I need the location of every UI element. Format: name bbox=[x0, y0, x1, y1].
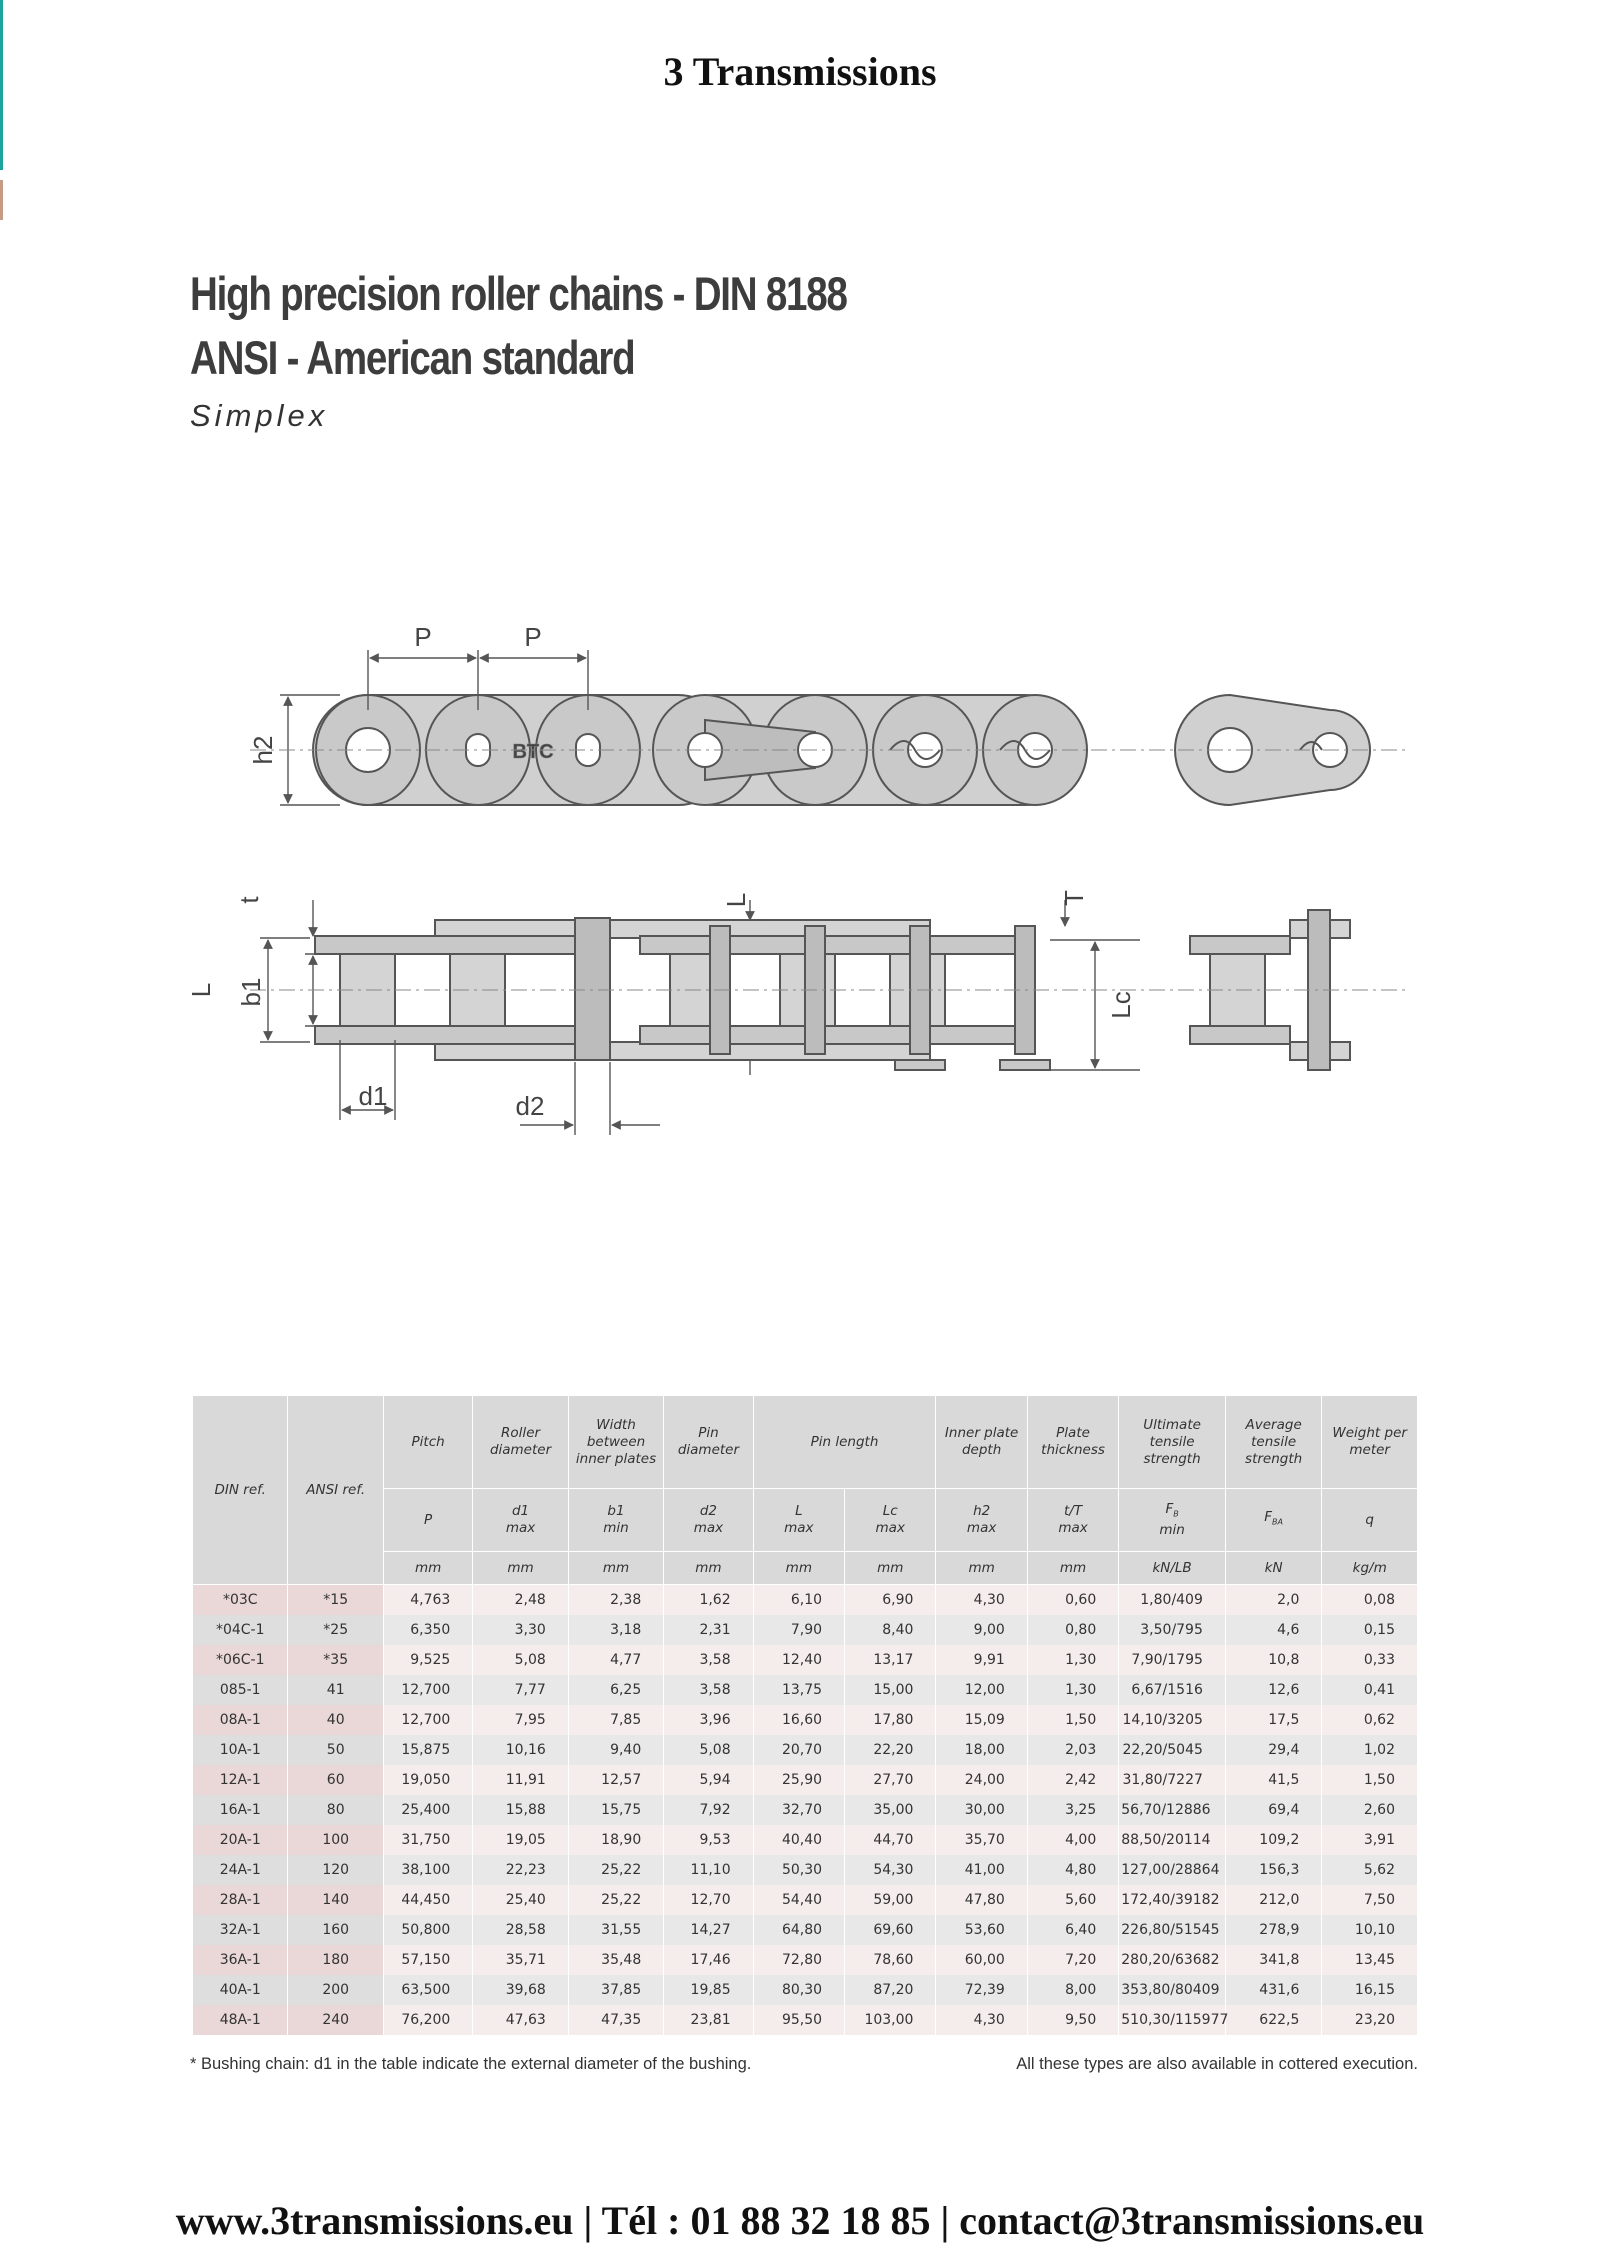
symbol-fba: $F_{BA}$ bbox=[1225, 1489, 1321, 1552]
table-cell: 278,9 bbox=[1225, 1915, 1321, 1945]
table-cell: 15,09 bbox=[936, 1705, 1027, 1735]
table-cell: 4,6 bbox=[1225, 1615, 1321, 1645]
table-cell: 5,08 bbox=[473, 1645, 568, 1675]
table-cell: 2,31 bbox=[664, 1615, 753, 1645]
table-cell: 36A-1 bbox=[193, 1945, 288, 1975]
footer-contact: www.3transmissions.eu | Tél : 01 88 32 18 85 | contact@3transmissions.eu bbox=[175, 2198, 1425, 2243]
table-cell: 12,700 bbox=[383, 1675, 472, 1705]
table-cell: 13,17 bbox=[845, 1645, 936, 1675]
table-cell: 4,00 bbox=[1027, 1825, 1118, 1855]
table-cell: 353,80/80409 bbox=[1119, 1975, 1226, 2005]
table-cell: 15,00 bbox=[845, 1675, 936, 1705]
table-cell: 160 bbox=[288, 1915, 383, 1945]
table-cell: 35,71 bbox=[473, 1945, 568, 1975]
table-cell: *06C-1 bbox=[193, 1645, 288, 1675]
table-cell: 69,4 bbox=[1225, 1795, 1321, 1825]
symbol-fb: $F_B$ min bbox=[1119, 1489, 1226, 1552]
label-p-1: P bbox=[414, 622, 432, 652]
table-cell: 5,62 bbox=[1322, 1855, 1418, 1885]
symbol-h2: h2 max bbox=[936, 1489, 1027, 1552]
table-cell: *25 bbox=[288, 1615, 383, 1645]
table-cell: 37,85 bbox=[568, 1975, 663, 2005]
table-cell: 47,63 bbox=[473, 2005, 568, 2035]
col-header-din-ref: DIN ref. bbox=[193, 1396, 288, 1585]
table-cell: 29,4 bbox=[1225, 1735, 1321, 1765]
table-cell: 12,40 bbox=[753, 1645, 844, 1675]
table-cell: 18,90 bbox=[568, 1825, 663, 1855]
table-cell: 0,33 bbox=[1322, 1645, 1418, 1675]
table-cell: 35,48 bbox=[568, 1945, 663, 1975]
table-cell: 32,70 bbox=[753, 1795, 844, 1825]
table-cell: 13,45 bbox=[1322, 1945, 1418, 1975]
table-cell: 16A-1 bbox=[193, 1795, 288, 1825]
table-cell: 226,80/51545 bbox=[1119, 1915, 1226, 1945]
table-cell: 6,40 bbox=[1027, 1915, 1118, 1945]
col-header-ultimate-tensile-strength: Ultimate tensile strength bbox=[1119, 1396, 1226, 1489]
table-cell: 0,41 bbox=[1322, 1675, 1418, 1705]
col-header-inner-plate-depth: Inner plate depth bbox=[936, 1396, 1027, 1489]
table-cell: 22,20 bbox=[845, 1735, 936, 1765]
table-cell: 31,55 bbox=[568, 1915, 663, 1945]
table-cell: 12,00 bbox=[936, 1675, 1027, 1705]
symbol-lc: Lc max bbox=[845, 1489, 936, 1552]
table-cell: 9,50 bbox=[1027, 2005, 1118, 2035]
table-cell: 9,53 bbox=[664, 1825, 753, 1855]
table-cell: 10,10 bbox=[1322, 1915, 1418, 1945]
table-cell: 23,81 bbox=[664, 2005, 753, 2035]
edge-mark-brown bbox=[0, 180, 3, 220]
table-cell: 20,70 bbox=[753, 1735, 844, 1765]
table-cell: 15,88 bbox=[473, 1795, 568, 1825]
table-cell: 17,5 bbox=[1225, 1705, 1321, 1735]
table-cell: 35,70 bbox=[936, 1825, 1027, 1855]
table-body bbox=[193, 1585, 1418, 2036]
table-row bbox=[193, 1855, 1418, 1885]
table-cell: 9,40 bbox=[568, 1735, 663, 1765]
table-cell: 41,00 bbox=[936, 1855, 1027, 1885]
col-header-width-between-inner-plates: Width between inner plates bbox=[568, 1396, 663, 1489]
label-t: t bbox=[234, 896, 264, 904]
table-row bbox=[193, 1705, 1418, 1735]
table-cell: 80 bbox=[288, 1795, 383, 1825]
table-cell: 57,150 bbox=[383, 1945, 472, 1975]
unit-cell: kN bbox=[1225, 1552, 1321, 1585]
table-cell: 80,30 bbox=[753, 1975, 844, 2005]
table-cell: 50,30 bbox=[753, 1855, 844, 1885]
table-cell: 180 bbox=[288, 1945, 383, 1975]
table-cell: 69,60 bbox=[845, 1915, 936, 1945]
table-cell: 56,70/12886 bbox=[1119, 1795, 1226, 1825]
table-cell: 6,90 bbox=[845, 1585, 936, 1616]
table-cell: 41 bbox=[288, 1675, 383, 1705]
table-cell: 35,00 bbox=[845, 1795, 936, 1825]
table-cell: *35 bbox=[288, 1645, 383, 1675]
table-cell: *04C-1 bbox=[193, 1615, 288, 1645]
label-l-left: L bbox=[186, 982, 216, 998]
table-cell: 127,00/28864 bbox=[1119, 1855, 1226, 1885]
table-cell: 23,20 bbox=[1322, 2005, 1418, 2035]
symbol-p: P bbox=[383, 1489, 472, 1552]
table-cell: 200 bbox=[288, 1975, 383, 2005]
table-cell: 4,30 bbox=[936, 2005, 1027, 2035]
table-cell: 15,875 bbox=[383, 1735, 472, 1765]
label-d2: d2 bbox=[515, 1091, 545, 1121]
table-cell: 60 bbox=[288, 1765, 383, 1795]
table-cell: 50,800 bbox=[383, 1915, 472, 1945]
unit-cell: mm bbox=[1027, 1552, 1118, 1585]
table-row bbox=[193, 2005, 1418, 2035]
col-header-roller-diameter: Roller diameter bbox=[473, 1396, 568, 1489]
col-header-ansi-ref: ANSI ref. bbox=[288, 1396, 383, 1585]
table-cell: 12A-1 bbox=[193, 1765, 288, 1795]
table-cell: 16,15 bbox=[1322, 1975, 1418, 2005]
table-cell: 5,08 bbox=[664, 1735, 753, 1765]
table-cell: 3,58 bbox=[664, 1675, 753, 1705]
table-cell: 20A-1 bbox=[193, 1825, 288, 1855]
table-cell: 1,30 bbox=[1027, 1675, 1118, 1705]
table-cell: 16,60 bbox=[753, 1705, 844, 1735]
table-cell: 1,02 bbox=[1322, 1735, 1418, 1765]
symbol-d1: d1 max bbox=[473, 1489, 568, 1552]
table-cell: 3,30 bbox=[473, 1615, 568, 1645]
table-cell: 78,60 bbox=[845, 1945, 936, 1975]
table-cell: 2,38 bbox=[568, 1585, 663, 1616]
table-cell: 510,30/115977 bbox=[1119, 2005, 1226, 2035]
label-lc: Lc bbox=[1106, 991, 1136, 1019]
table-cell: 156,3 bbox=[1225, 1855, 1321, 1885]
table-cell: 60,00 bbox=[936, 1945, 1027, 1975]
product-heading bbox=[190, 262, 991, 434]
table-cell: 12,700 bbox=[383, 1705, 472, 1735]
table-cell: 4,77 bbox=[568, 1645, 663, 1675]
label-d1: d1 bbox=[358, 1081, 388, 1111]
table-cell: 7,20 bbox=[1027, 1945, 1118, 1975]
table-cell: *15 bbox=[288, 1585, 383, 1616]
table-cell: 0,60 bbox=[1027, 1585, 1118, 1616]
col-header-average-tensile-strength: Average tensile strength bbox=[1225, 1396, 1321, 1489]
table-cell: 48A-1 bbox=[193, 2005, 288, 2035]
table-cell: 12,57 bbox=[568, 1765, 663, 1795]
table-cell: 1,50 bbox=[1322, 1765, 1418, 1795]
table-cell: 25,90 bbox=[753, 1765, 844, 1795]
table-cell: 9,91 bbox=[936, 1645, 1027, 1675]
table-cell: 59,00 bbox=[845, 1885, 936, 1915]
label-l-mid: L bbox=[721, 892, 751, 908]
table-cell: 25,40 bbox=[473, 1885, 568, 1915]
unit-cell: mm bbox=[383, 1552, 472, 1585]
table-cell: 8,00 bbox=[1027, 1975, 1118, 2005]
table-cell: 19,05 bbox=[473, 1825, 568, 1855]
table-cell: 72,39 bbox=[936, 1975, 1027, 2005]
table-cell: 14,27 bbox=[664, 1915, 753, 1945]
table-row bbox=[193, 1975, 1418, 2005]
table-cell: 11,10 bbox=[664, 1855, 753, 1885]
symbol-b1: b1 min bbox=[568, 1489, 663, 1552]
table-cell: 87,20 bbox=[845, 1975, 936, 2005]
table-cell: 1,50 bbox=[1027, 1705, 1118, 1735]
table-cell: 18,00 bbox=[936, 1735, 1027, 1765]
table-cell: 27,70 bbox=[845, 1765, 936, 1795]
table-cell: 19,050 bbox=[383, 1765, 472, 1795]
table-cell: 341,8 bbox=[1225, 1945, 1321, 1975]
table-cell: 3,91 bbox=[1322, 1825, 1418, 1855]
heading-line-2: ANSI - American standard bbox=[190, 331, 635, 384]
col-header-pin-length: Pin length bbox=[753, 1396, 936, 1489]
cottered-execution-note: All these types are also available in cottered execution. bbox=[1016, 2055, 1418, 2073]
table-cell: 3,18 bbox=[568, 1615, 663, 1645]
table-cell: 50 bbox=[288, 1735, 383, 1765]
table-cell: 22,23 bbox=[473, 1855, 568, 1885]
drawing-logo: BTC bbox=[512, 741, 554, 763]
table-row bbox=[193, 1945, 1418, 1975]
table-cell: 2,42 bbox=[1027, 1765, 1118, 1795]
table-cell: 24A-1 bbox=[193, 1855, 288, 1885]
table-cell: 13,75 bbox=[753, 1675, 844, 1705]
table-cell: 0,80 bbox=[1027, 1615, 1118, 1645]
chain-top-view bbox=[315, 918, 1050, 1070]
label-p-2: P bbox=[524, 622, 542, 652]
table-row bbox=[193, 1735, 1418, 1765]
table-cell: 1,30 bbox=[1027, 1645, 1118, 1675]
symbol-t: t/T max bbox=[1027, 1489, 1118, 1552]
table-cell: 9,525 bbox=[383, 1645, 472, 1675]
table-row bbox=[193, 1885, 1418, 1915]
table-cell: 12,6 bbox=[1225, 1675, 1321, 1705]
table-cell: 31,750 bbox=[383, 1825, 472, 1855]
table-row bbox=[193, 1585, 1418, 1616]
table-cell: 41,5 bbox=[1225, 1765, 1321, 1795]
table-cell: 7,50 bbox=[1322, 1885, 1418, 1915]
table-row bbox=[193, 1795, 1418, 1825]
table-cell: 95,50 bbox=[753, 2005, 844, 2035]
table-cell: 28,58 bbox=[473, 1915, 568, 1945]
table-cell: 3,25 bbox=[1027, 1795, 1118, 1825]
table-cell: 4,80 bbox=[1027, 1855, 1118, 1885]
table-cell: 30,00 bbox=[936, 1795, 1027, 1825]
unit-cell: mm bbox=[753, 1552, 844, 1585]
table-cell: 0,62 bbox=[1322, 1705, 1418, 1735]
label-b1: b1 bbox=[236, 977, 266, 1007]
table-cell: 47,35 bbox=[568, 2005, 663, 2035]
unit-cell: mm bbox=[845, 1552, 936, 1585]
table-cell: 53,60 bbox=[936, 1915, 1027, 1945]
table-cell: 10A-1 bbox=[193, 1735, 288, 1765]
table-row bbox=[193, 1825, 1418, 1855]
table-cell: 6,10 bbox=[753, 1585, 844, 1616]
symbol-d2: d2 max bbox=[664, 1489, 753, 1552]
table-cell: 40,40 bbox=[753, 1825, 844, 1855]
col-header-pin-diameter: Pin diameter bbox=[664, 1396, 753, 1489]
table-cell: 12,70 bbox=[664, 1885, 753, 1915]
table-cell: 622,5 bbox=[1225, 2005, 1321, 2035]
unit-cell: kN/LB bbox=[1119, 1552, 1226, 1585]
col-header-plate-thickness: Plate thickness bbox=[1027, 1396, 1118, 1489]
table-cell: 25,22 bbox=[568, 1885, 663, 1915]
table-row bbox=[193, 1615, 1418, 1645]
table-header-row bbox=[193, 1396, 1418, 1489]
table-cell: 7,77 bbox=[473, 1675, 568, 1705]
table-cell: 19,85 bbox=[664, 1975, 753, 2005]
table-cell: 76,200 bbox=[383, 2005, 472, 2035]
table-row bbox=[193, 1675, 1418, 1705]
table-cell: 14,10/3205 bbox=[1119, 1705, 1226, 1735]
table-cell: 0,15 bbox=[1322, 1615, 1418, 1645]
table-cell: 25,22 bbox=[568, 1855, 663, 1885]
table-cell: 31,80/7227 bbox=[1119, 1765, 1226, 1795]
table-cell: 44,70 bbox=[845, 1825, 936, 1855]
table-cell: 15,75 bbox=[568, 1795, 663, 1825]
table-cell: 3,58 bbox=[664, 1645, 753, 1675]
table-cell: 109,2 bbox=[1225, 1825, 1321, 1855]
table-cell: 3,96 bbox=[664, 1705, 753, 1735]
table-cell: 100 bbox=[288, 1825, 383, 1855]
table-cell: 6,25 bbox=[568, 1675, 663, 1705]
table-cell: 39,68 bbox=[473, 1975, 568, 2005]
table-cell: 6,350 bbox=[383, 1615, 472, 1645]
table-cell: 8,40 bbox=[845, 1615, 936, 1645]
table-cell: 7,90 bbox=[753, 1615, 844, 1645]
table-cell: 5,94 bbox=[664, 1765, 753, 1795]
table-cell: 085-1 bbox=[193, 1675, 288, 1705]
table-cell: 17,46 bbox=[664, 1945, 753, 1975]
table-cell: 32A-1 bbox=[193, 1915, 288, 1945]
label-big-t: T bbox=[1059, 890, 1089, 906]
unit-cell: mm bbox=[568, 1552, 663, 1585]
table-cell: 10,8 bbox=[1225, 1645, 1321, 1675]
table-cell: 103,00 bbox=[845, 2005, 936, 2035]
table-cell: 44,450 bbox=[383, 1885, 472, 1915]
table-cell: 7,90/1795 bbox=[1119, 1645, 1226, 1675]
table-row bbox=[193, 1765, 1418, 1795]
table-cell: 4,30 bbox=[936, 1585, 1027, 1616]
table-cell: 4,763 bbox=[383, 1585, 472, 1616]
table-cell: 172,40/39182 bbox=[1119, 1885, 1226, 1915]
table-cell: 2,60 bbox=[1322, 1795, 1418, 1825]
specifications-table bbox=[192, 1395, 1418, 2035]
table-cell: 1,62 bbox=[664, 1585, 753, 1616]
table-cell: 0,08 bbox=[1322, 1585, 1418, 1616]
table-cell: 54,30 bbox=[845, 1855, 936, 1885]
col-header-pitch: Pitch bbox=[383, 1396, 472, 1489]
col-header-weight-per-meter: Weight per meter bbox=[1322, 1396, 1418, 1489]
table-cell: 2,48 bbox=[473, 1585, 568, 1616]
unit-cell: kg/m bbox=[1322, 1552, 1418, 1585]
table-row bbox=[193, 1915, 1418, 1945]
table-row bbox=[193, 1645, 1418, 1675]
table-cell: 17,80 bbox=[845, 1705, 936, 1735]
unit-cell: mm bbox=[936, 1552, 1027, 1585]
table-cell: 7,92 bbox=[664, 1795, 753, 1825]
table-cell: 22,20/5045 bbox=[1119, 1735, 1226, 1765]
table-cell: 9,00 bbox=[936, 1615, 1027, 1645]
heading-line-1: High precision roller chains - DIN 8188 bbox=[190, 267, 847, 320]
table-cell: 5,60 bbox=[1027, 1885, 1118, 1915]
table-cell: 3,50/795 bbox=[1119, 1615, 1226, 1645]
table-cell: 1,80/409 bbox=[1119, 1585, 1226, 1616]
table-cell: 40A-1 bbox=[193, 1975, 288, 2005]
table-cell: 38,100 bbox=[383, 1855, 472, 1885]
table-cell: *03C bbox=[193, 1585, 288, 1616]
table-cell: 63,500 bbox=[383, 1975, 472, 2005]
table-cell: 240 bbox=[288, 2005, 383, 2035]
table-cell: 140 bbox=[288, 1885, 383, 1915]
table-cell: 25,400 bbox=[383, 1795, 472, 1825]
table-cell: 24,00 bbox=[936, 1765, 1027, 1795]
unit-cell: mm bbox=[664, 1552, 753, 1585]
symbol-q: q bbox=[1322, 1489, 1418, 1552]
heading-line-3: Simplex bbox=[190, 398, 329, 433]
table-cell: 212,0 bbox=[1225, 1885, 1321, 1915]
table-cell: 47,80 bbox=[936, 1885, 1027, 1915]
table-cell: 64,80 bbox=[753, 1915, 844, 1945]
table-cell: 72,80 bbox=[753, 1945, 844, 1975]
table-cell: 11,91 bbox=[473, 1765, 568, 1795]
unit-cell: mm bbox=[473, 1552, 568, 1585]
table-cell: 10,16 bbox=[473, 1735, 568, 1765]
table-cell: 40 bbox=[288, 1705, 383, 1735]
bushing-chain-note: * Bushing chain: d1 in the table indicate the external diameter of the bushing. bbox=[190, 2055, 752, 2073]
table-cell: 7,95 bbox=[473, 1705, 568, 1735]
symbol-l: L max bbox=[753, 1489, 844, 1552]
table-cell: 2,03 bbox=[1027, 1735, 1118, 1765]
table-cell: 280,20/63682 bbox=[1119, 1945, 1226, 1975]
table-cell: 7,85 bbox=[568, 1705, 663, 1735]
table-cell: 120 bbox=[288, 1855, 383, 1885]
table-cell: 08A-1 bbox=[193, 1705, 288, 1735]
chain-technical-drawing bbox=[186, 600, 1430, 1160]
table-cell: 6,67/1516 bbox=[1119, 1675, 1226, 1705]
table-cell: 54,40 bbox=[753, 1885, 844, 1915]
label-h2: h2 bbox=[248, 735, 278, 765]
company-name: 3 Transmissions bbox=[663, 49, 937, 94]
table-cell: 2,0 bbox=[1225, 1585, 1321, 1616]
table-cell: 28A-1 bbox=[193, 1885, 288, 1915]
table-cell: 431,6 bbox=[1225, 1975, 1321, 2005]
table-cell: 88,50/20114 bbox=[1119, 1825, 1226, 1855]
